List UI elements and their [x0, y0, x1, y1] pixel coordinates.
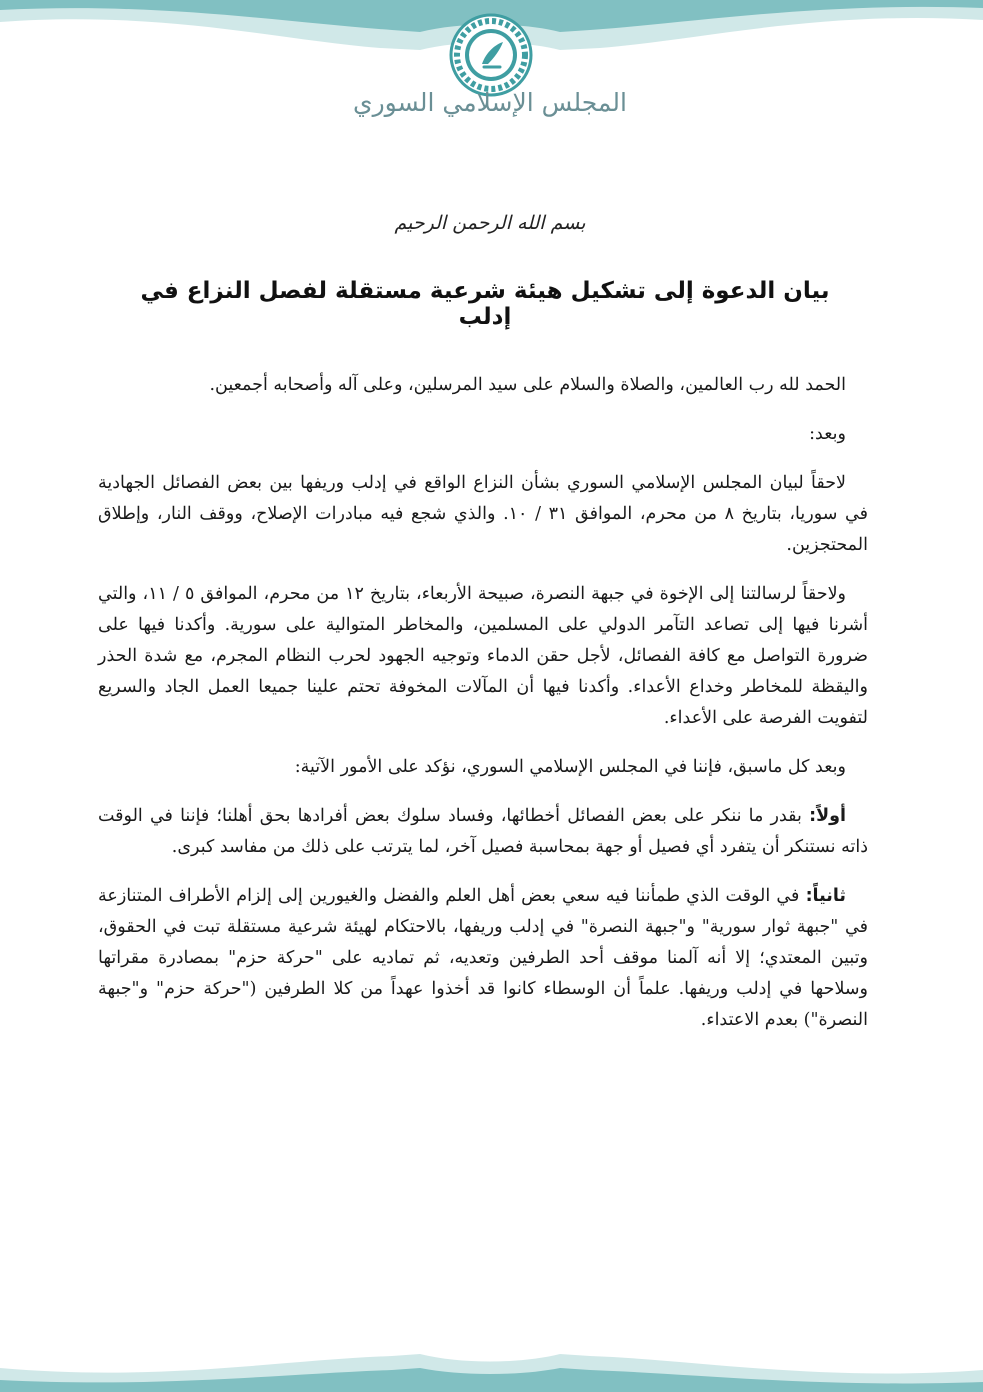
paragraph-after-praise [98, 419, 868, 450]
decorative-footer-band [0, 1352, 983, 1392]
point-label: أولاً: [809, 806, 846, 826]
page-header [0, 0, 983, 150]
document-body [98, 370, 868, 1054]
basmala: بسم الله الرحمن الرحيم [394, 212, 586, 234]
paragraph-text: وبعد: [809, 424, 846, 444]
paragraph-letter-to-nusra [98, 579, 868, 734]
paragraph-affirmations-intro [98, 752, 868, 783]
paragraph-text: لاحقاً لبيان المجلس الإسلامي السوري بشأن النزاع الواقع في إدلب وريفها بين بعض الفصائل الجهادية في سوريا، بتاريخ ٨ من محرم، الموافق ٣١ / ١٠. والذي شجع فيه مبادرات الإصلاح، ووقف النار، وإطلاق المحتجزين. [98, 473, 868, 555]
organization-name: المجلس الإسلامي السوري [353, 88, 627, 117]
paragraph-point-second [98, 881, 868, 1036]
paragraph-text: الحمد لله رب العالمين، والصلاة والسلام على سيد المرسلين، وعلى آله وأصحابه أجمعين. [209, 375, 846, 395]
document-title: بيان الدعوة إلى تشكيل هيئة شرعية مستقلة لفصل النزاع في إدلب [140, 278, 830, 330]
paragraph-point-first [98, 801, 868, 863]
paragraph-first-statement [98, 468, 868, 561]
paragraph-text: ولاحقاً لرسالتنا إلى الإخوة في جبهة النصرة، صبيحة الأربعاء، بتاريخ ١٢ من محرم، الموافق ٥ / ١١، والتي أشرنا فيها إلى تصاعد التآمر الدولي على المسلمين، والمخاطر المتوالية على سورية. وأكدنا فيها على ضرورة التواصل مع كافة الفصائل، لأجل حقن الدماء وتوجيه الجهود لحرب النظام المجرم، مع شدة الحذر واليقظة للمخاطر وخداع الأعداء. وأكدنا فيها أن المآلات المخوفة تحتم علينا جميعا العمل الجاد والسريع لتفويت الفرصة على الأعداء. [98, 584, 868, 728]
paragraph-text: بقدر ما ننكر على بعض الفصائل أخطائها، وفساد سلوك بعض أفرادها بحق أهلنا؛ فإننا في الوقت ذاته نستنكر أن يتفرد أي فصيل أو جهة بمحاسبة فصيل آخر، لما يترتب على ذلك من مفاسد كبرى. [98, 806, 868, 857]
paragraph-opening [98, 370, 868, 401]
paragraph-text: وبعد كل ماسبق، فإننا في المجلس الإسلامي السوري، نؤكد على الأمور الآتية: [294, 757, 846, 777]
point-label: ثانياً: [805, 886, 846, 906]
paragraph-text: في الوقت الذي طمأننا فيه سعي بعض أهل العلم والفضل والغيورين إلى إلزام الأطراف المتنازعة في "جبهة ثوار سورية" و"جبهة النصرة" في إدلب وريفها، بالاحتكام لهيئة شرعية مستقلة تبت في الحقوق، وتبين المعتدي؛ إلا أنه آلمنا موقف أحد الطرفين وتعديه، ثم تماديه على "حركة حزم" بمصادرة مقراتها وسلاحها في إدلب وريفها. علماً أن الوسطاء كانوا قد أخذوا عهداً من كلا الطرفين ("حركة حزم" و"جبهة النصرة") بعدم الاعتداء. [98, 886, 868, 1030]
council-emblem-icon [448, 12, 534, 98]
